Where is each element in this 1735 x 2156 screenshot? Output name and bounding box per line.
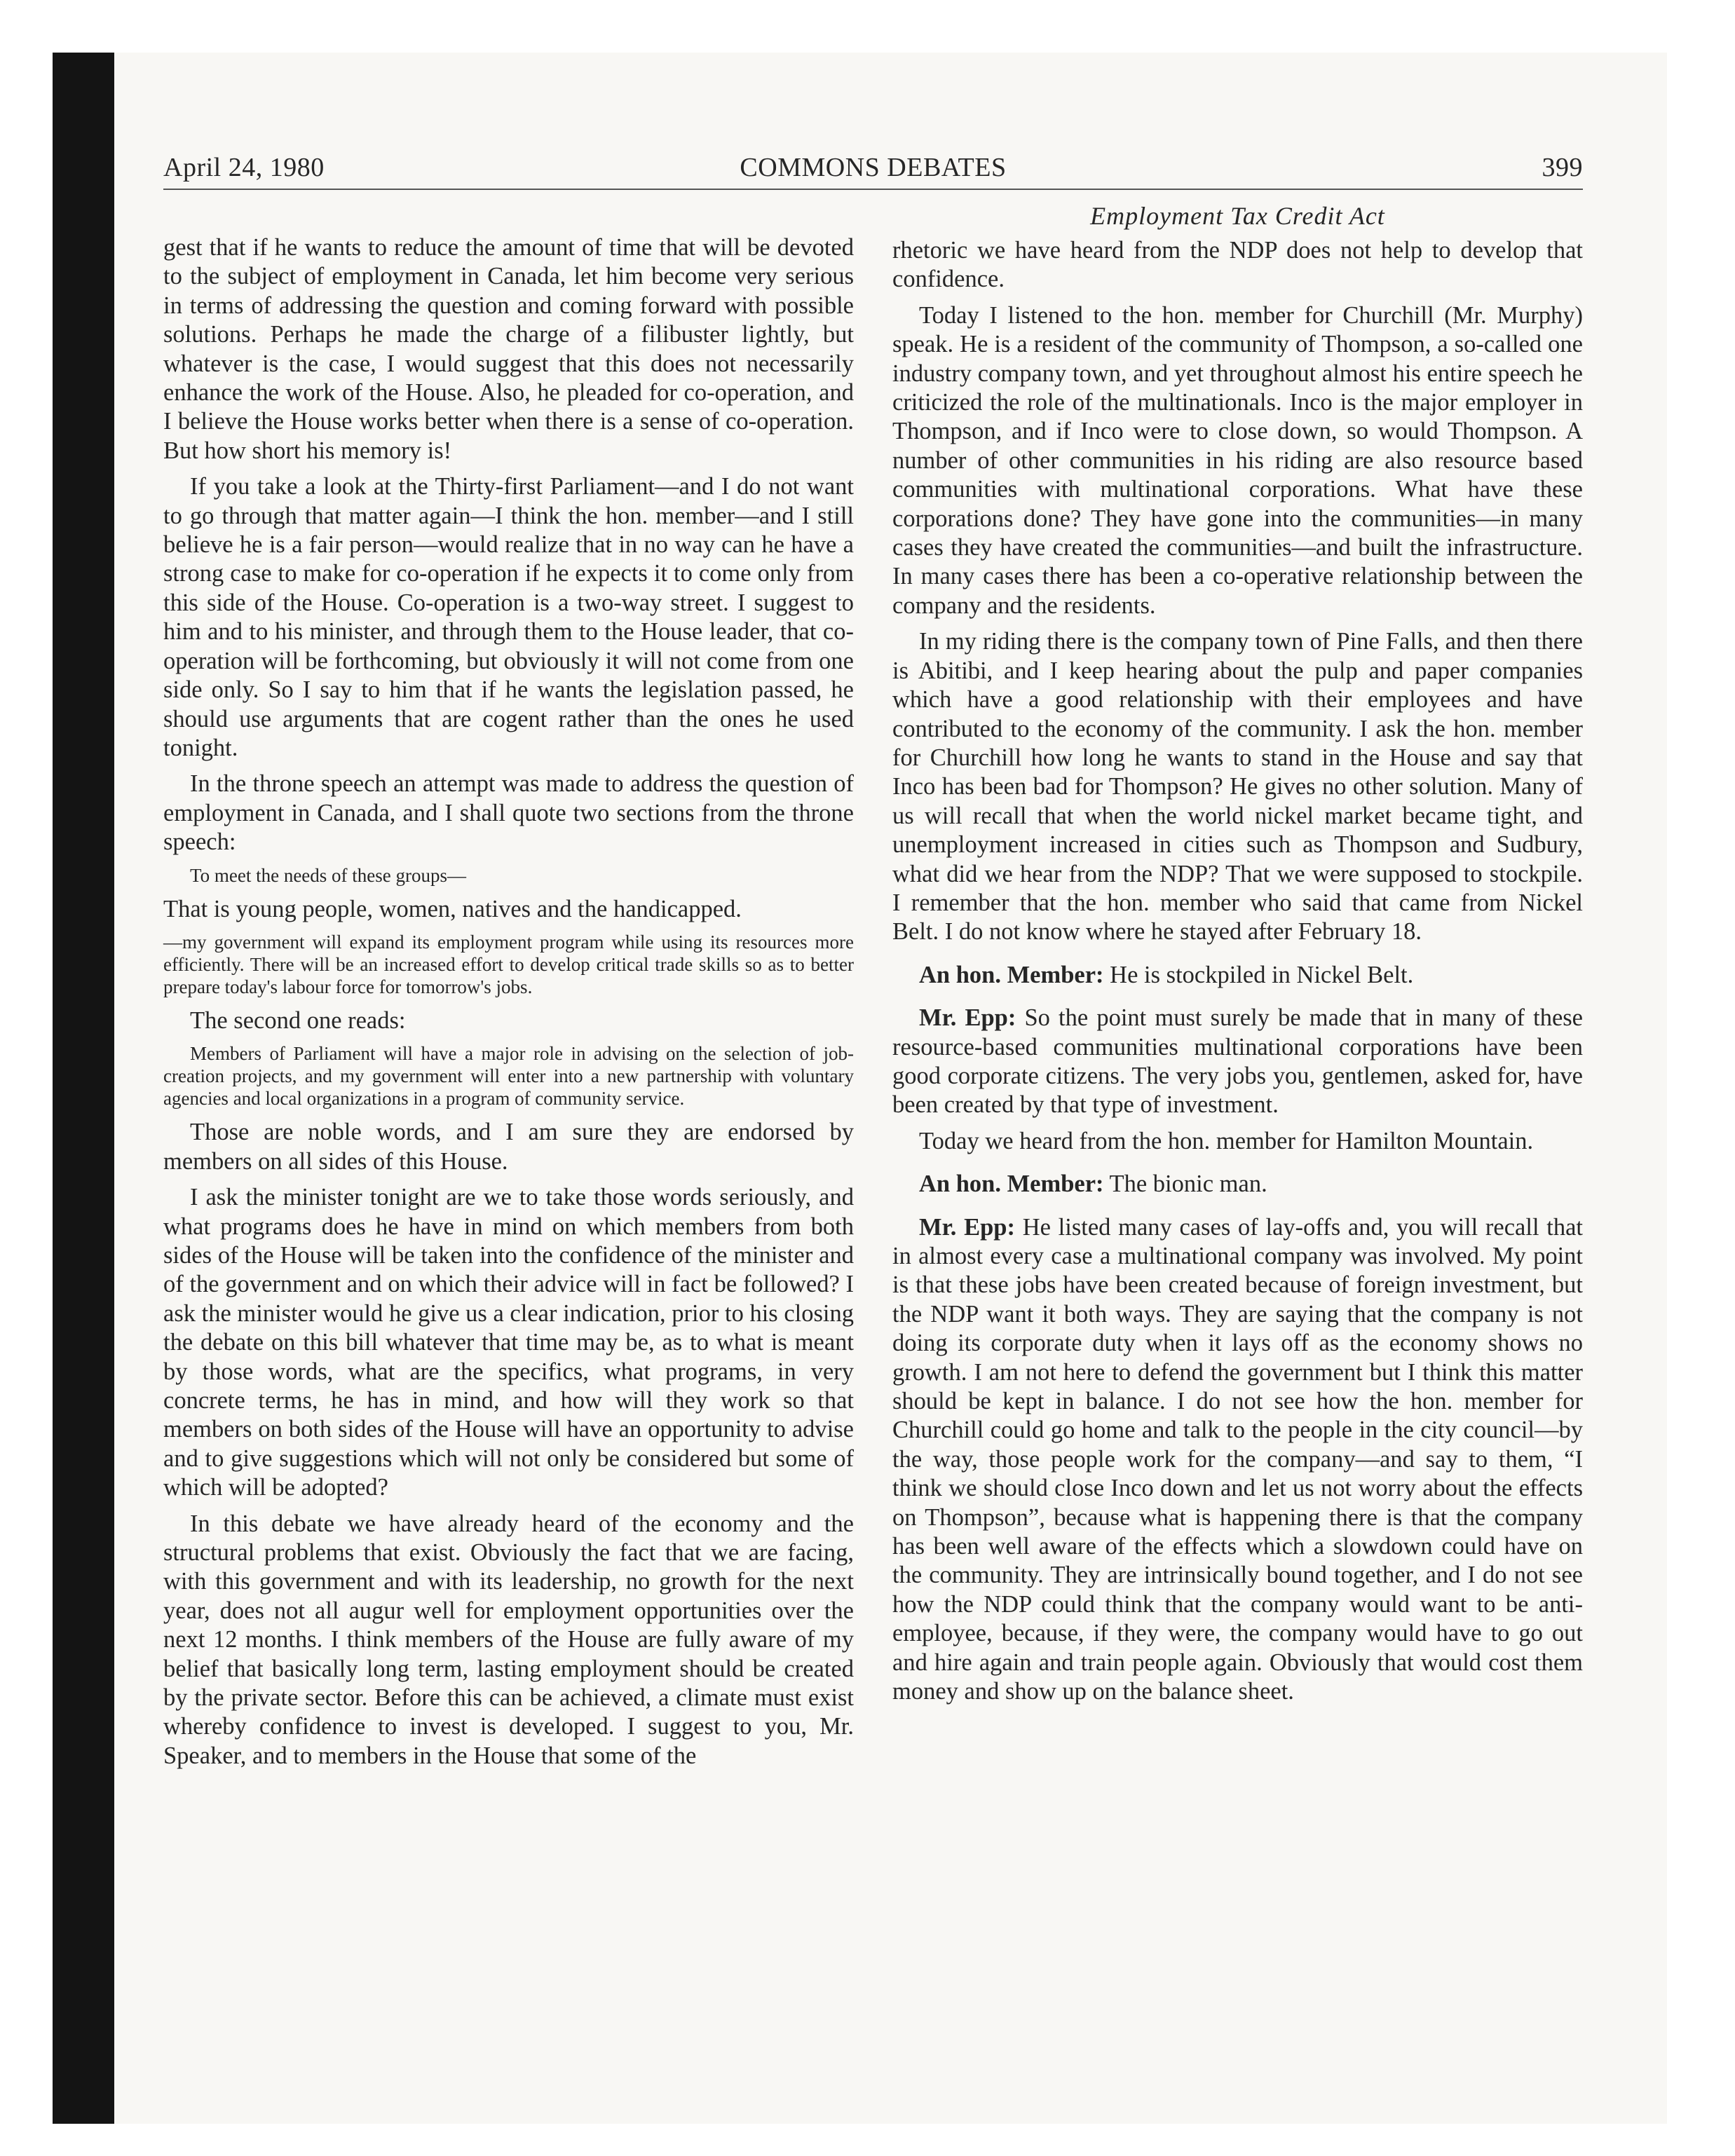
paragraph: Today we heard from the hon. member for Hamilton Mountain.	[919, 1127, 1534, 1154]
paragraph: I ask the minister tonight are we to take those words seriously, and what programs does he have in mind on which members from both sides of the House will be taken into the confidence of the minister and of the government and on which their advice will in fact be followed? I ask the minister would he give us a clear indication, prior to his closing the debate on this bill whatever that time may be, as to what is meant by those words, what are the specifics, what programs, in very concrete terms, he has in mind, and how will they work so that members on both sides of the House will have an opportunity to advise and to give suggestions which will not only be considered but some of which will be adopted?	[163, 1184, 854, 1501]
paragraph: The second one reads:	[190, 1007, 406, 1034]
header-date: April 24, 1980	[163, 153, 325, 182]
block-quote: Members of Parliament will have a major role in advising on the selection of job-creation projects, and my government will enter into a new partnership with voluntary agencies and local organizations in a program of community service.	[163, 1043, 854, 1110]
speaker-name: Mr. Epp:	[919, 1213, 1015, 1241]
scanner-edge-shadow	[53, 53, 114, 2124]
speech-entry	[892, 1004, 1583, 1120]
block-quote: —my government will expand its employment program while using its resources more efficiently. There will be an increased effort to develop critical trade skills so as to better prepare today's labour force for tomorrow's jobs.	[163, 931, 854, 997]
paragraph: Those are noble words, and I am sure they are endorsed by members on all sides of this House.	[163, 1119, 854, 1175]
paragraph: In the throne speech an attempt was made to address the question of employment in Canada, and I shall quote two sections from the throne speech:	[163, 770, 854, 856]
speaker-name: An hon. Member:	[919, 1171, 1104, 1198]
header-publication: COMMONS DEBATES	[740, 153, 1007, 182]
speech-text: So the point must surely be made that in many of these resource-based communities multinational corporations have been good corporate citizens. The very jobs you, gentlemen, asked for, have been created by that type of investment.	[892, 1004, 1583, 1119]
left-column	[163, 233, 854, 1778]
speaker-name: Mr. Epp:	[919, 1004, 1016, 1032]
speaker-name: An hon. Member:	[919, 961, 1104, 988]
running-head: Employment Tax Credit Act	[1090, 202, 1385, 230]
header-rule	[163, 189, 1583, 190]
speech-text: He listed many cases of lay-offs and, you will recall that in almost every case a multinational company was involved. My point is that these jobs have been created because of foreign investment, but the NDP want it both ways. They are saying that the company is not doing its corporate duty when it lays off as the economy shows no growth. I am not here to defend the government but I think this matter should be kept in balance. I do not see how the hon. member for Churchill could go home and talk to the people in the city council—by the way, those people work for the company—and say to them, “I think we should close Inco down and let us not worry about the effects on Thompson”, because what is happening there is that the company has been well aware of the effects which a slowdown could have on the community. They are intrinsically bound together, and I do not see how the NDP could think that the company would want to be anti-employee, because, if they were, the company would have to go out and hire again and train people again. Obviously that would cost them money and show up on the balance sheet.	[892, 1213, 1583, 1705]
speech-entry	[892, 1170, 1583, 1199]
document-page	[114, 53, 1667, 2124]
speech-entry	[892, 961, 1583, 990]
speech-entry	[892, 1213, 1583, 1707]
header-page-number: 399	[1542, 153, 1583, 182]
paragraph: In this debate we have already heard of the economy and the structural problems that exist. Obviously the fact that we are facing, with this government and with its leadership, no growth for the next year, does not all augur well for employment opportunities over the next 12 months. I think members of the House are fully aware of my belief that basically long term, lasting employment should be created by the private sector. Before this can be achieved, a climate must exist whereby confidence to invest is developed. I suggest to you, Mr. Speaker, and to members in the House that some of the	[163, 1510, 854, 1769]
right-column	[892, 236, 1583, 1714]
speech-text: He is stockpiled in Nickel Belt.	[1110, 961, 1414, 988]
block-quote: To meet the needs of these groups—	[190, 864, 467, 886]
paragraph: In my riding there is the company town of Pine Falls, and then there is Abitibi, and I keep hearing about the pulp and paper companies which have a good relationship with their employees and have contributed to the economy of the community. I ask the hon. member for Churchill how long he wants to stand in the House and say that Inco has been bad for Thompson? He gives no other solution. Many of us will recall that when the world nickel market became tight, and unemployment increased in cities such as Thompson and Sudbury, what did we hear from the NDP? That we were supposed to stockpile. I remember that the hon. member who said that came from Nickel Belt. I do not know where he stayed after February 18.	[892, 628, 1583, 946]
paragraph: gest that if he wants to reduce the amount of time that will be devoted to the subject of employment in Canada, let him become very serious in terms of addressing the question and coming forward with possible solutions. Perhaps he made the charge of a filibuster lightly, but whatever is the case, I would suggest that this does not necessarily enhance the work of the House. Also, he pleaded for co-operation, and I believe the House works better when there is a sense of co-operation. But how short his memory is!	[163, 234, 854, 464]
paragraph: Today I listened to the hon. member for Churchill (Mr. Murphy) speak. He is a resident of the community of Thompson, a so-called one industry company town, and yet throughout almost his entire speech he criticized the role of the multinationals. Inco is the major employer in Thompson, and if Inco were to close down, so would Thompson. A number of other communities in his riding are also resource based communities with multinational corporations. What have these corporations done? They have gone into the communities—in many cases they have created the communities—and built the infrastructure. In many cases there has been a co-operative relationship between the company and the residents.	[892, 301, 1583, 619]
page-header	[163, 152, 1583, 190]
paragraph: rhetoric we have heard from the NDP does not help to develop that confidence.	[892, 237, 1583, 293]
paragraph: If you take a look at the Thirty-first Parliament—and I do not want to go through that matter again—I think the hon. member—and I still believe he is a fair person—would realize that in no way can he have a strong case to make for co-operation if he expects it to come only from this side of the House. Co-operation is a two-way street. I suggest to him and to his minister, and through them to the House leader, that co-operation will be forthcoming, but obviously it will not come from one side only. So I say to him that if he wants the legislation passed, he should use arguments that are cogent rather than the ones he used tonight.	[163, 473, 854, 761]
paragraph: That is young people, women, natives and the handicapped.	[163, 895, 742, 922]
speech-text: The bionic man.	[1109, 1171, 1267, 1198]
